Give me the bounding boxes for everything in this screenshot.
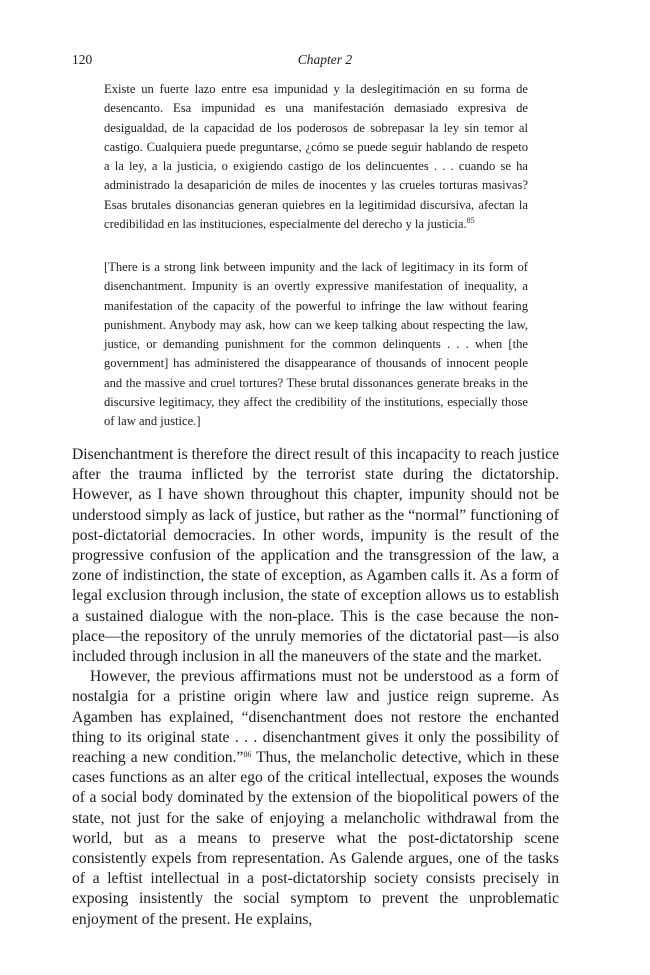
block-quote-english [104,258,528,432]
quote-english-text: [There is a strong link between impunity and the lack of legitimacy in its form of disenchantment. Impunity is an overtly expressive manifestation of inequality, a manifestation of the capacity of the powerful to infringe the law without fearing punishment. Anybody may ask, how can we keep talking about respecting the law, justice, or demanding punishment for the common delinquents . . . when [the government] has administered the disappearance of thousands of innocent people and the massive and cruel tortures? These brutal dissonances generate breaks in the discursive legitimacy, they affect the credibility of the institutions, especially those of law and justice.] [104,260,528,429]
block-quote-spanish [104,80,528,234]
footnote-ref-85: 85 [466,216,475,226]
paragraph-1: Disenchantment is therefore the direct result of this incapacity to reach justice after the trauma inflicted by the terrorist state during the dictatorship. However, as I have shown throughout this chapter, impunity should not be understood simply as lack of justice, but rather as the “normal” functioning of post-dictatorial democracies. In other words, impunity is the result of the progressive confusion of the application and the transgression of the law, a zone of indistinction, the state of exception, as Agamben calls it. As a form of legal exclusion through inclusion, the state of exception allows us to establish a sustained dialogue with the non-place. This is the case because the non-place—the repository of the unruly memories of the dictatorial past—is also included through inclusion in all the maneuvers of the state and the market. [72,446,559,666]
page-header [64,52,586,72]
quote-spanish-text [104,80,528,234]
body-text [72,445,559,930]
footnote-ref-86: 86 [243,750,252,760]
paragraph-2-part-1: However, the previous affirmations must not be understood as a form of nostalgia for a pristine origin where law and justice reign supreme. As Agamben has explained, “disenchantment does not restore the enchanted thing to its original state . . . disenchantment gives it only the possibility of reaching a new condition.” [72,668,559,767]
page-number: 120 [72,52,93,67]
paragraph-2 [72,667,559,930]
paragraph-2-part-2: Thus, the melancholic detective, which in these cases functions as an alter ego of the critical intellectual, exposes the wounds of a social body dominated by the extension of the biopolitical powers of the state, not just for the sake of enjoying a melancholic withdrawal from the world, but as a means to preserve what the post-dictatorship scene consistently expels from representation. As Galende argues, one of the tasks of a leftist intellectual in a post-dictatorship society consists precisely in exposing insistently the social symptom to prevent the unproblematic enjoyment of the present. He explains, [72,749,559,928]
quote-spanish-body: Existe un fuerte lazo entre esa impunidad y la deslegitimación en su forma de desencanto. Esa impunidad es una manifestación demasiado expresiva de desigualdad, de la capacidad de los poderosos de sobrepasar la ley sin temor al castigo. Cualquiera puede preguntarse, ¿cómo se puede seguir hablando de respeto a la ley, a la justicia, o exigiendo castigo de los delincuentes . . . cuando se ha administrado la desaparición de miles de inocentes y las crueles torturas masivas? Esas brutales disonancias generan quiebres en la legitimidad discursiva, afectan la credibilidad en las instituciones, especialmente del derecho y la justicia. [104,82,528,232]
running-head: Chapter 2 [297,52,353,67]
